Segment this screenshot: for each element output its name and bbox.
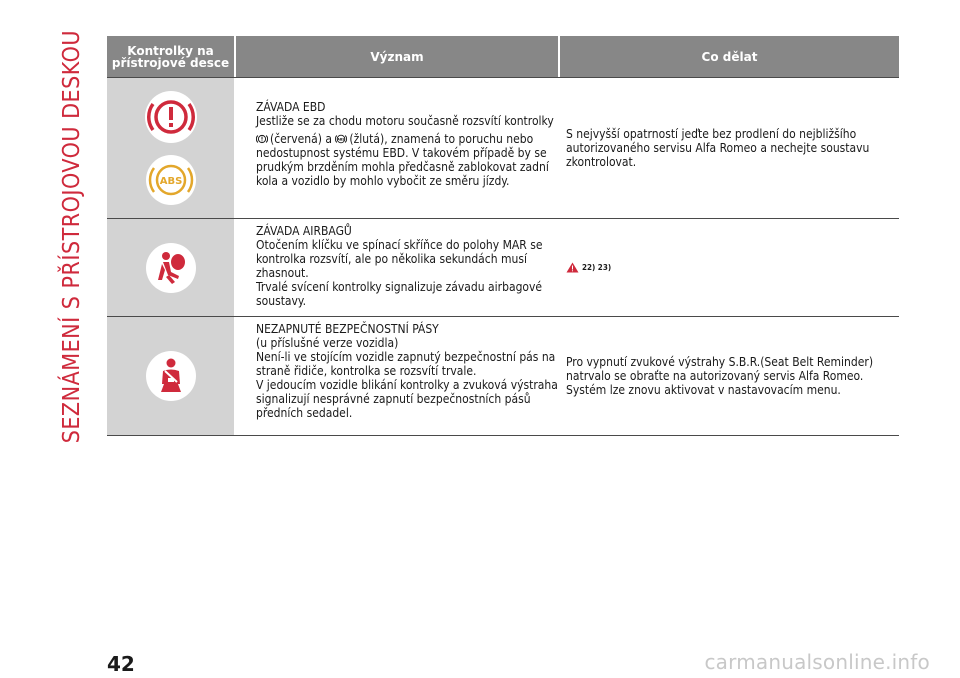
ebd-yellow-label: (žlutá), znamená to poruchu nebo — [349, 132, 534, 146]
seatbelt-line: Není-li ve stojícím vozidle zapnutý bezpečnostní pás na — [256, 350, 556, 364]
row-action — [556, 317, 897, 435]
airbag-line: soustavy. — [256, 294, 307, 308]
ebd-action-line: autorizovaného servisu Alfa Romeo a nechejte soustavu — [566, 141, 870, 155]
seatbelt-line: V jedoucím vozidle blikání kontrolky a zvuková výstraha — [256, 378, 558, 392]
row-icons — [107, 78, 234, 218]
ebd-line: nedostupnost systému EBD. V takovém případě by se — [256, 146, 547, 160]
svg-text:ABS: ABS — [337, 137, 346, 142]
row-icons — [107, 219, 234, 316]
brake-warning-icon — [144, 90, 198, 144]
header-indicators-line1: Kontrolky na — [127, 43, 214, 58]
ebd-title: ZÁVADA EBD — [256, 100, 326, 114]
ebd-line: kola a vozidlo by mohlo vybočit ze směru jízdy. — [256, 174, 510, 188]
warning-triangle-icon — [566, 262, 579, 273]
section-side-title-text: SEZNÁMENÍ S PŘÍSTROJOVOU DESKOU — [59, 30, 85, 444]
brake-warning-inline-icon — [256, 133, 268, 145]
airbag-line: kontrolka rozsvítí, ale po několika sekundách musí — [256, 252, 527, 266]
row-meaning — [234, 317, 556, 435]
watermark: carmanualsonline.info — [704, 650, 930, 674]
seatbelt-action-line: natrvalo se obraťte na autorizovaný servis Alfa Romeo. — [566, 369, 864, 383]
seatbelt-action-line: Systém lze znovu aktivovat v nastavovacím menu. — [566, 383, 841, 397]
seatbelt-line: straně řidiče, kontrolka se rozsvítí trvale. — [256, 364, 477, 378]
airbag-icon — [145, 242, 197, 294]
airbag-line: Otočením klíčku ve spínací skříňce do polohy MAR se — [256, 238, 543, 252]
abs-icon — [145, 154, 197, 206]
airbag-line: ZÁVADA AIRBAGŮ — [256, 224, 352, 238]
seatbelt-line: signalizují nesprávné zapnutí bezpečnostních pásů — [256, 392, 531, 406]
ebd-line-with-icons — [256, 132, 546, 146]
svg-text:ABS: ABS — [159, 176, 182, 187]
header-indicators-line2: přístrojové desce — [111, 55, 230, 70]
airbag-line: Trvalé svícení kontrolky signalizuje závadu airbagové — [256, 280, 543, 294]
seatbelt-icon — [145, 350, 197, 402]
row-meaning — [234, 219, 556, 316]
ebd-line: Jestliže se za chodu motoru současně rozsvítí kontrolky — [256, 114, 554, 128]
seatbelt-line: předních sedadel. — [256, 406, 353, 420]
airbag-warning-reference — [566, 261, 611, 275]
header-indicators — [107, 36, 234, 77]
airbag-note-numbers: 22) 23) — [582, 262, 612, 272]
section-side-title — [52, 30, 92, 444]
header-action: Co dělat — [560, 36, 899, 77]
abs-inline-icon — [335, 133, 347, 145]
row-action — [556, 219, 897, 316]
ebd-action-line: zkontrolovat. — [566, 155, 637, 169]
table-header — [107, 36, 899, 77]
row-meaning — [234, 78, 556, 218]
seatbelt-line: NEZAPNUTÉ BEZPEČNOSTNÍ PÁSY — [256, 322, 439, 336]
ebd-action-line: S nejvyšší opatrností jeďte bez prodlení do nejbližšího — [566, 127, 857, 141]
table-row-airbag — [107, 219, 899, 317]
warning-lights-table — [107, 36, 899, 436]
table-row-ebd — [107, 77, 899, 219]
table-row-seatbelt — [107, 317, 899, 436]
seatbelt-action-line: Pro vypnutí zvukové výstrahy S.B.R.(Seat Belt Reminder) — [566, 355, 874, 369]
ebd-line: prudkým brzděním mohla předčasně zablokovat zadní — [256, 160, 549, 174]
row-icons — [107, 317, 234, 435]
seatbelt-line: (u příslušné verze vozidla) — [256, 336, 399, 350]
header-meaning: Význam — [236, 36, 558, 77]
airbag-line: zhasnout. — [256, 266, 309, 280]
row-action — [556, 78, 897, 218]
ebd-red-label: (červená) a — [270, 132, 332, 146]
page-number: 42 — [107, 652, 135, 676]
